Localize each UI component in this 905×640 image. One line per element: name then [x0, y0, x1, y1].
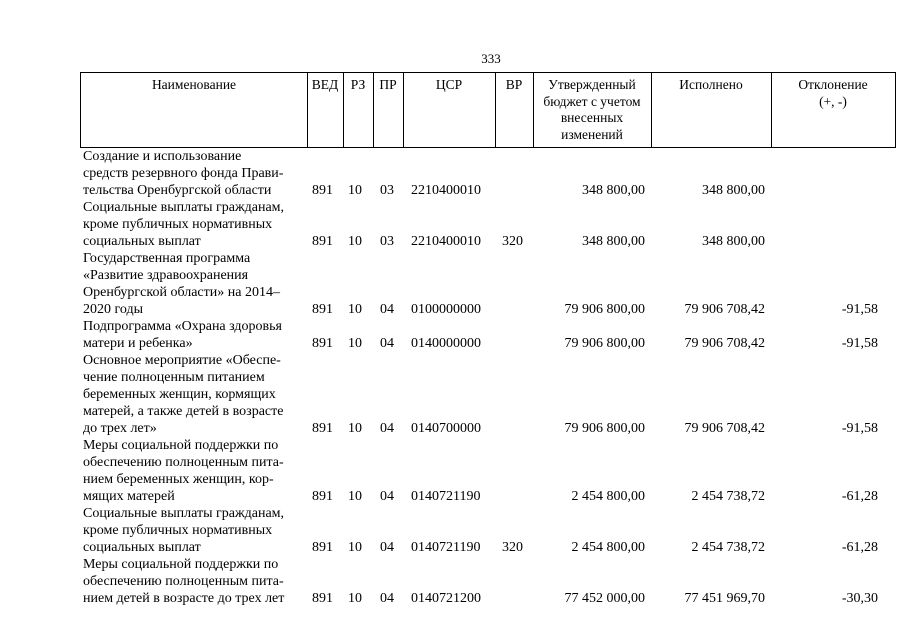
cell-executed: 77 451 969,70 [684, 591, 765, 606]
cell-pr: 04 [380, 591, 394, 606]
table-row [0, 437, 905, 505]
row-name-line: «Развитие здравоохранения [83, 268, 249, 283]
cell-deviation: -91,58 [841, 336, 878, 351]
col-header-budget-line: Утвержденный [548, 77, 636, 92]
cell-budget: 348 800,00 [582, 234, 645, 249]
cell-budget: 79 906 800,00 [564, 421, 645, 436]
cell-rz: 10 [348, 421, 362, 436]
row-name-line: до трех лет» [83, 421, 157, 436]
page-number: 333 [481, 51, 501, 66]
table-row [0, 250, 905, 318]
cell-csr: 2210400010 [411, 183, 481, 198]
row-name-line: нием детей в возрасте до трех лет [83, 591, 285, 606]
cell-vr: 320 [502, 234, 523, 249]
col-header-budget-line: изменений [561, 126, 623, 142]
cell-ved: 891 [312, 234, 333, 249]
table-row [0, 556, 905, 607]
row-name-line: средств резервного фонда Прави- [83, 166, 284, 181]
table-row [0, 352, 905, 437]
cell-rz: 10 [348, 302, 362, 317]
cell-pr: 03 [380, 234, 394, 249]
row-name-line: тельства Оренбургской области [83, 183, 272, 198]
cell-rz: 10 [348, 234, 362, 249]
cell-pr: 04 [380, 540, 394, 555]
cell-csr: 0140000000 [411, 336, 481, 351]
row-name-line: кроме публичных нормативных [83, 217, 273, 232]
row-name [83, 318, 315, 352]
row-name-line: кроме публичных нормативных [83, 523, 273, 538]
cell-budget: 79 906 800,00 [564, 302, 645, 317]
cell-deviation: -91,58 [841, 421, 878, 436]
col-header-executed: Исполнено [679, 77, 743, 92]
cell-csr: 0100000000 [411, 302, 481, 317]
cell-csr: 0140721200 [411, 591, 481, 606]
row-name-line: Социальные выплаты гражданам, [83, 506, 285, 521]
col-header-vr: ВР [505, 77, 523, 92]
cell-pr: 04 [380, 302, 394, 317]
cell-budget: 79 906 800,00 [564, 336, 645, 351]
cell-csr: 2210400010 [411, 234, 481, 249]
cell-budget: 2 454 800,00 [571, 540, 645, 555]
col-header-name: Наименование [151, 77, 237, 92]
cell-ved: 891 [312, 302, 333, 317]
cell-deviation: -91,58 [841, 302, 878, 317]
row-name-line: беременных женщин, кормящих [83, 387, 276, 402]
table-row [0, 505, 905, 556]
row-name [83, 437, 315, 505]
row-name-line: матерей, а также детей в возрасте [83, 404, 284, 419]
cell-ved: 891 [312, 336, 333, 351]
col-header-budget [533, 73, 651, 147]
row-name-line: Меры социальной поддержки по [83, 438, 279, 453]
cell-ved: 891 [312, 421, 333, 436]
cell-budget: 2 454 800,00 [571, 489, 645, 504]
table-row [0, 148, 905, 199]
row-name [83, 250, 315, 318]
row-name [83, 556, 315, 607]
cell-vr: 320 [502, 540, 523, 555]
row-name-line: Социальные выплаты гражданам, [83, 200, 285, 215]
cell-deviation: -61,28 [841, 489, 878, 504]
cell-pr: 03 [380, 183, 394, 198]
cell-executed: 79 906 708,42 [684, 336, 765, 351]
row-name [83, 352, 315, 437]
cell-executed: 348 800,00 [702, 234, 765, 249]
table-header [80, 72, 896, 148]
cell-executed: 79 906 708,42 [684, 302, 765, 317]
row-name [83, 199, 315, 250]
cell-deviation: -61,28 [841, 540, 878, 555]
col-header-budget-line: бюджет с учетом [543, 93, 641, 109]
col-header-pr: ПР [379, 77, 397, 92]
row-name-line: нием беременных женщин, кор- [83, 472, 274, 487]
cell-executed: 2 454 738,72 [691, 540, 765, 555]
cell-csr: 0140721190 [411, 540, 481, 555]
cell-executed: 2 454 738,72 [691, 489, 765, 504]
cell-ved: 891 [312, 540, 333, 555]
cell-csr: 0140700000 [411, 421, 481, 436]
cell-rz: 10 [348, 540, 362, 555]
row-name-line: Создание и использование [83, 149, 242, 164]
cell-ved: 891 [312, 489, 333, 504]
cell-rz: 10 [348, 336, 362, 351]
row-name-line: социальных выплат [83, 234, 201, 249]
row-name [83, 148, 315, 199]
row-name-line: Государственная программа [83, 251, 251, 266]
row-name-line: 2020 годы [83, 302, 144, 317]
col-header-deviation-line: (+, -) [819, 93, 847, 109]
row-name-line: Подпрограмма «Охрана здоровья [83, 319, 282, 334]
row-name-line: чение полноценным питанием [83, 370, 265, 385]
cell-csr: 0140721190 [411, 489, 481, 504]
row-name-line: Оренбургской области» на 2014– [83, 285, 280, 300]
cell-budget: 77 452 000,00 [564, 591, 645, 606]
col-header-rz: РЗ [350, 77, 366, 92]
cell-ved: 891 [312, 183, 333, 198]
table-row [0, 199, 905, 250]
row-name-line: обеспечению полноценным пита- [83, 574, 284, 589]
cell-rz: 10 [348, 591, 362, 606]
table-row [0, 318, 905, 352]
col-header-budget-line: внесенных [560, 110, 624, 125]
cell-pr: 04 [380, 336, 394, 351]
row-name-line: социальных выплат [83, 540, 201, 555]
col-header-ved: ВЕД [311, 77, 339, 92]
cell-ved: 891 [312, 591, 333, 606]
row-name-line: матери и ребенка» [83, 336, 193, 351]
cell-deviation: -30,30 [841, 591, 878, 606]
row-name-line: обеспечению полноценным пита- [83, 455, 284, 470]
col-header-csr: ЦСР [435, 77, 463, 92]
row-name [83, 505, 315, 556]
col-header-deviation-line: Отклонение [798, 77, 868, 92]
cell-executed: 79 906 708,42 [684, 421, 765, 436]
cell-budget: 348 800,00 [582, 183, 645, 198]
cell-pr: 04 [380, 421, 394, 436]
row-name-line: Основное мероприятие «Обеспе- [83, 353, 281, 368]
table-body [0, 148, 905, 607]
col-header-deviation [771, 73, 895, 147]
cell-executed: 348 800,00 [702, 183, 765, 198]
row-name-line: Меры социальной поддержки по [83, 557, 279, 572]
cell-pr: 04 [380, 489, 394, 504]
row-name-line: мящих матерей [83, 489, 175, 504]
cell-rz: 10 [348, 183, 362, 198]
cell-rz: 10 [348, 489, 362, 504]
